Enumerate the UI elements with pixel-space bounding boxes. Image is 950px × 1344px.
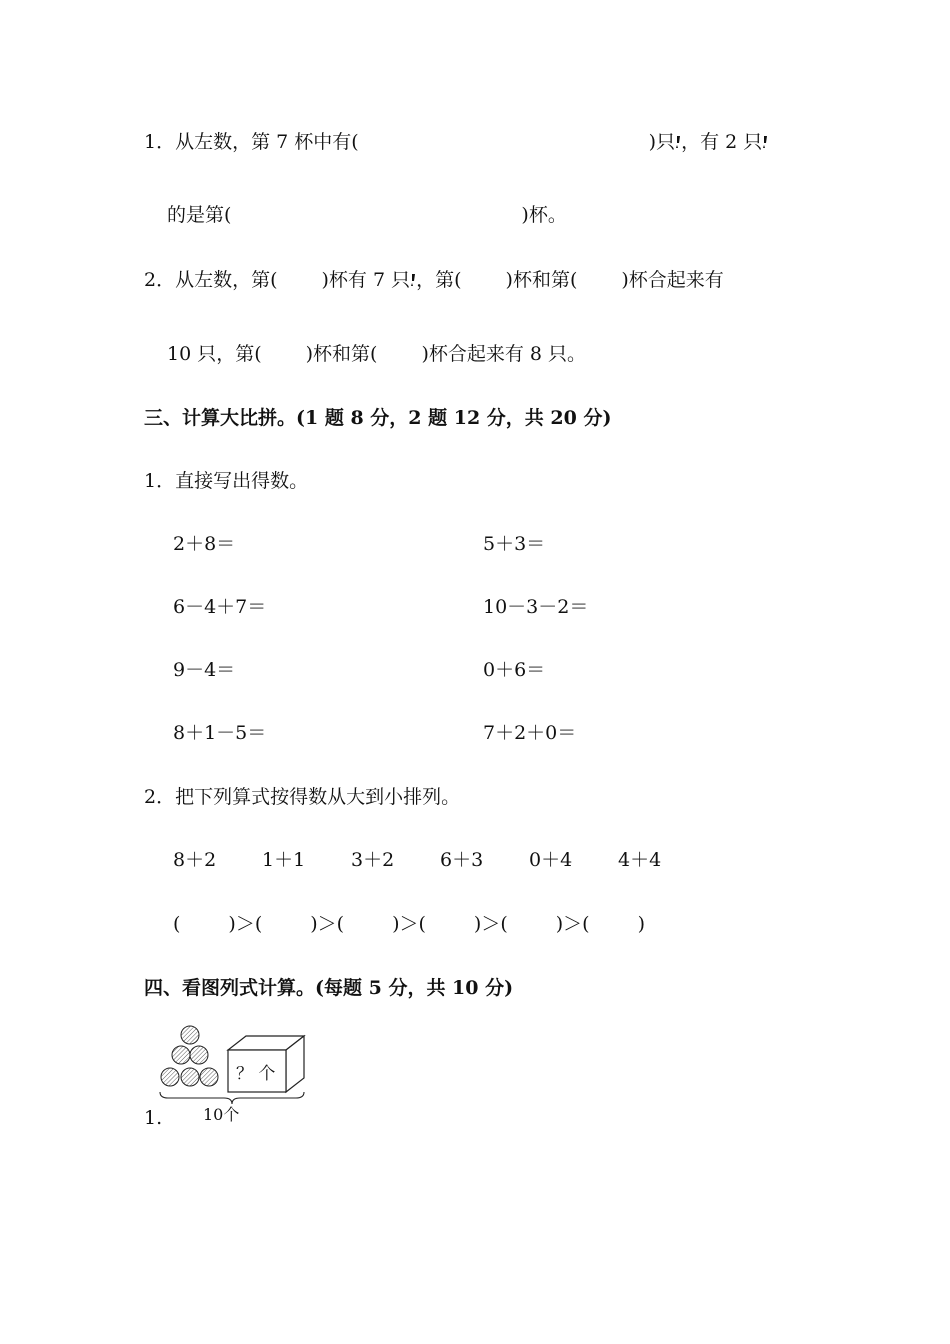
q2-text-h: )杯合起来有 8 只。 <box>421 343 587 365</box>
ordering-row <box>173 911 645 937</box>
section4-title: 四、看图列式计算。(每题 5 分，共 10 分) <box>144 977 514 999</box>
problem: 7＋2＋0＝ <box>483 722 577 744</box>
yarn-ball-icon <box>181 1068 199 1086</box>
paren-gt: )＞( <box>228 913 263 935</box>
yarn-ball-icon <box>172 1046 190 1064</box>
q2-text-b: )杯有 7 只 <box>321 269 411 291</box>
paren-gt: )＞( <box>473 913 508 935</box>
paren-open: ( <box>173 913 181 935</box>
paren-gt: )＞( <box>310 913 345 935</box>
bird-icon <box>675 135 681 149</box>
problem: 10－3－2＝ <box>483 596 589 618</box>
problem: 8＋1－5＝ <box>173 722 267 744</box>
problem: 5＋3＝ <box>483 533 546 555</box>
q2-text-f: 10 只，第( <box>167 343 262 365</box>
problem: 6－4＋7＝ <box>173 596 267 618</box>
brace <box>160 1092 304 1104</box>
paren-gt: )＞( <box>555 913 590 935</box>
q2-text-g: )杯和第( <box>305 343 378 365</box>
box-label: ？ 个 <box>236 1064 276 1084</box>
section3-q1-label: 1．直接写出得数。 <box>144 470 309 492</box>
q2-text-e: )杯合起来有 <box>621 269 724 291</box>
q1-text-d: 的是第( <box>167 204 232 226</box>
q1-line2 <box>167 202 567 228</box>
section4-q1-label: 1. <box>144 1107 163 1129</box>
problem: 0＋6＝ <box>483 659 546 681</box>
yarn-ball-icon <box>200 1068 218 1086</box>
expression: 4＋4 <box>618 849 662 871</box>
total-label: 10个 <box>203 1105 240 1124</box>
q2-text-c: ，第( <box>416 269 462 291</box>
q1-text-e: )杯。 <box>521 204 567 226</box>
paren-gt: )＞( <box>392 913 426 935</box>
section3-title: 三、计算大比拼。(1 题 8 分，2 题 12 分，共 20 分) <box>144 407 612 429</box>
expression: 3＋2 <box>351 849 395 871</box>
q1-text-c: ，有 2 只 <box>681 131 763 153</box>
q1-line1 <box>144 129 768 155</box>
q2-line1 <box>144 267 724 293</box>
yarn-ball-icon <box>181 1026 199 1044</box>
q1-text-b: )只 <box>648 131 676 153</box>
q2-text-a: 2．从左数，第( <box>144 269 278 291</box>
problem: 2＋8＝ <box>173 533 236 555</box>
expression: 8＋2 <box>173 849 217 871</box>
yarn-ball-icon <box>190 1046 208 1064</box>
paren-close: ) <box>637 913 645 935</box>
q2-text-d: )杯和第( <box>505 269 578 291</box>
yarn-box-figure <box>156 1022 316 1124</box>
yarn-ball-icon <box>161 1068 179 1086</box>
expression: 6＋3 <box>440 849 484 871</box>
problem: 9－4＝ <box>173 659 236 681</box>
section3-q2-label: 2．把下列算式按得数从大到小排列。 <box>144 786 461 808</box>
bird-icon <box>410 273 416 287</box>
expression: 1＋1 <box>262 849 306 871</box>
expression-row <box>173 847 661 873</box>
expression: 0＋4 <box>529 849 573 871</box>
q1-text-a: 1．从左数，第 7 杯中有( <box>144 131 359 153</box>
q2-line2 <box>167 341 586 367</box>
bird-icon <box>762 135 768 149</box>
